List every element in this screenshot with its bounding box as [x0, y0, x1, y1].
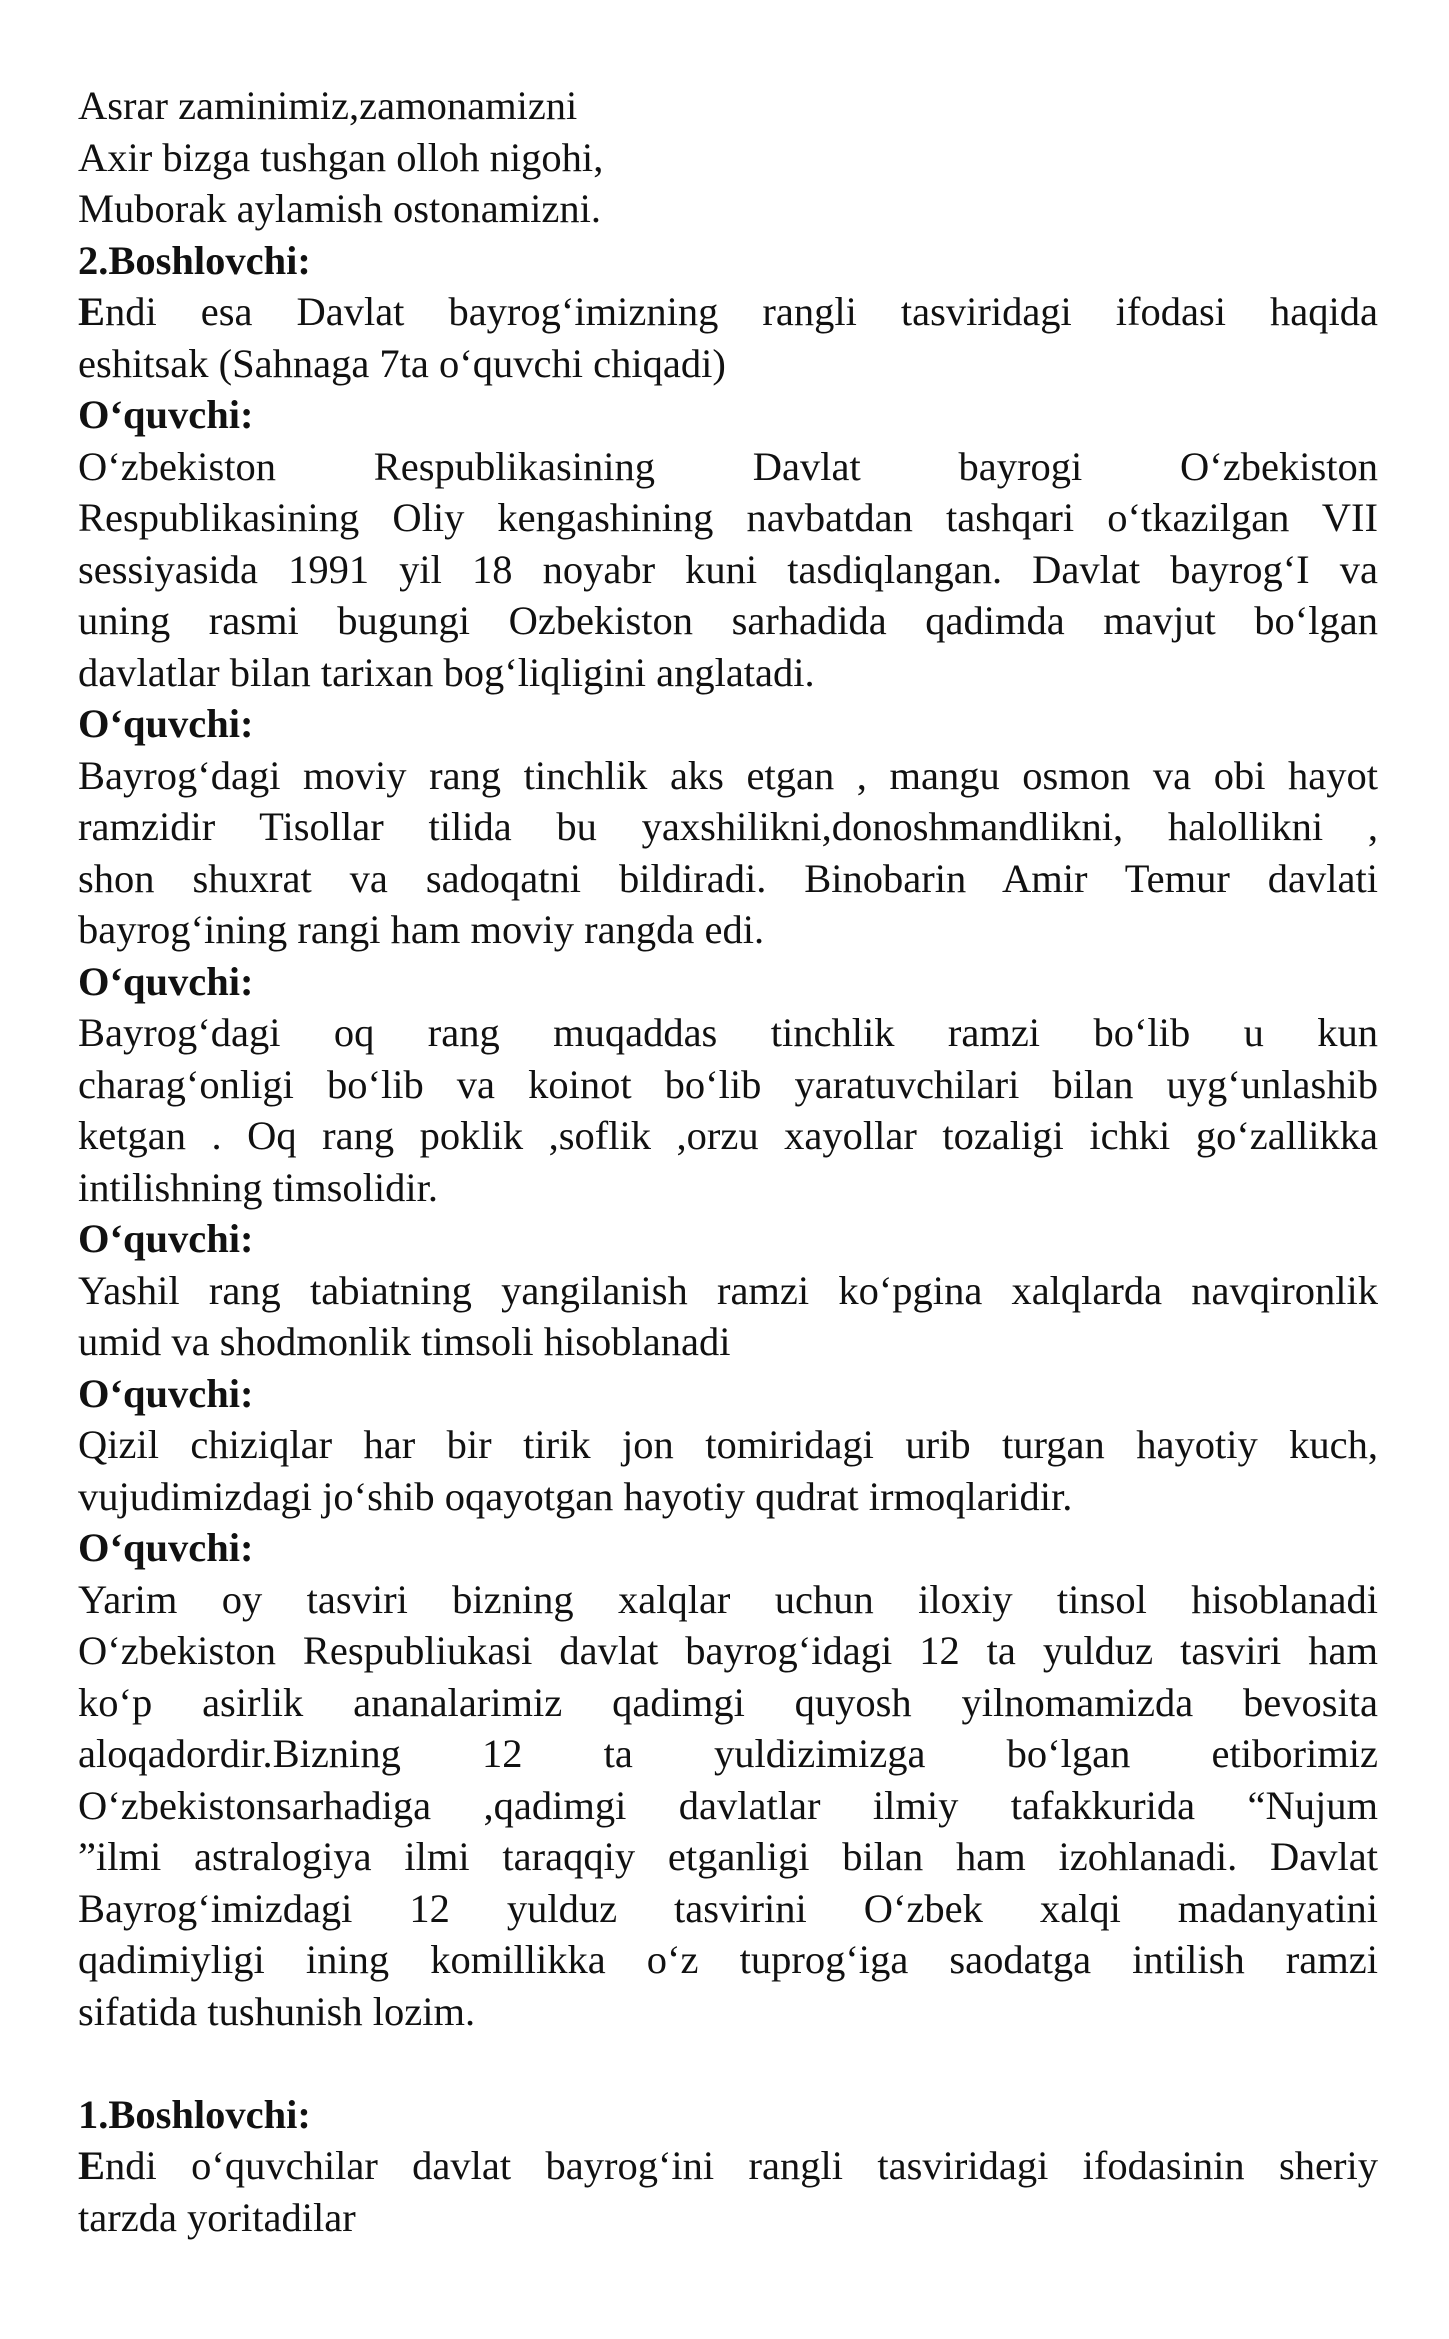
paragraph-line: bayrog‘ining rangi ham moviy rangda edi. [78, 907, 765, 952]
paragraph-line: O‘zbekiston Respubliukasi davlat bayrog‘idagi 12 ta yulduz tasviri ham [78, 1628, 1378, 1673]
speaker-heading: O‘quvchi: [78, 701, 254, 746]
speaker-heading: O‘quvchi: [78, 1216, 254, 1261]
speaker-heading: O‘quvchi: [78, 1525, 254, 1570]
speaker-heading: 2.Boshlovchi: [78, 237, 311, 283]
paragraph-line: intilishning timsolidir. [78, 1164, 439, 1210]
paragraph-line: vujudimizdagi jo‘shib oqayotgan hayotiy qudrat irmoqlaridir. [78, 1473, 1073, 1519]
paragraph-line [78, 2140, 1378, 2192]
paragraph-line: Respublikasining Oliy kengashining navbatdan tashqari o‘tkazilgan VII [78, 495, 1378, 540]
paragraph-line: sifatida tushunish lozim. [78, 1988, 476, 2034]
paragraph-line: Qizil chiziqlar har bir tirik jon tomiridagi urib turgan hayotiy kuch, [78, 1422, 1378, 1467]
paragraph-line: O‘zbekistonsarhadiga ,qadimgi davlatlar ilmiy tafakkurida “Nujum [78, 1782, 1378, 1828]
paragraph-line: ramzidir Tisollar tilida bu yaxshilikni,donoshmandlikni, halollikni , [78, 804, 1378, 849]
paragraph-line: sessiyasida 1991 yil 18 noyabr kuni tasdiqlangan. Davlat bayrog‘I va [78, 546, 1378, 592]
paragraph-line: umid va shodmonlik timsoli hisoblanadi [78, 1319, 731, 1364]
bold-initial: E [78, 289, 106, 334]
speaker-heading: O‘quvchi: [78, 392, 254, 437]
paragraph-line: charag‘onligi bo‘lib va koinot bo‘lib yaratuvchilari bilan uyg‘unlashib [78, 1061, 1378, 1107]
paragraph-line: ko‘p asirlik ananalarimiz qadimgi quyosh yilnomamizda bevosita [78, 1679, 1378, 1725]
paragraph-line: Bayrog‘imizdagi 12 yulduz tasvirini O‘zbek xalqi madanyatini [78, 1885, 1378, 1931]
paragraph-line: shon shuxrat va sadoqatni bildiradi. Binobarin Amir Temur davlati [78, 855, 1378, 901]
bold-initial: E [78, 2143, 106, 2188]
poem-line: Axir bizga tushgan olloh nigohi, [78, 134, 604, 180]
paragraph-line: Bayrog‘dagi oq rang muqaddas tinchlik ramzi bo‘lib u kun [78, 1010, 1378, 1055]
paragraph-line: ”ilmi astralogiya ilmi taraqqiy etganligi bilan ham izohlanadi. Davlat [78, 1834, 1378, 1879]
paragraph-line: Bayrog‘dagi moviy rang tinchlik aks etgan , mangu osmon va obi hayot [78, 752, 1378, 798]
line-text: ndi esa Davlat bayrog‘imizning rangli tasviridagi ifodasi haqida [105, 289, 1378, 334]
speaker-heading: 1.Boshlovchi: [78, 2091, 311, 2137]
paragraph-line: qadimiyligi ining komillikka o‘z tuprog‘iga saodatga intilish ramzi [78, 1937, 1378, 1982]
paragraph-line: aloqadordir.Bizning 12 ta yuldizimizga bo‘lgan etiborimiz [78, 1731, 1378, 1776]
paragraph-line [78, 286, 1378, 338]
line-text: ndi o‘quvchilar davlat bayrog‘ini rangli tasviridagi ifodasinin sheriy [105, 2143, 1378, 2188]
poem-line: Muborak aylamish ostonamizni. [78, 186, 602, 231]
paragraph-line: davlatlar bilan tarixan bog‘liqligini anglatadi. [78, 649, 815, 695]
paragraph-gap [78, 2037, 1378, 2089]
document-page [78, 80, 1378, 2243]
paragraph-line: uning rasmi bugungi Ozbekiston sarhadida qadimda mavjut bo‘lgan [78, 598, 1378, 643]
speaker-heading: O‘quvchi: [78, 958, 254, 1004]
poem-line: Asrar zaminimiz,zamonamizni [78, 83, 578, 128]
paragraph-line: O‘zbekiston Respublikasining Davlat bayrogi O‘zbekiston [78, 443, 1378, 489]
paragraph-line: tarzda yoritadilar [78, 2194, 356, 2240]
paragraph-line: ketgan . Oq rang poklik ,soflik ,orzu xayollar tozaligi ichki go‘zallikka [78, 1113, 1378, 1158]
paragraph-line: Yashil rang tabiatning yangilanish ramzi ko‘pgina xalqlarda navqironlik [78, 1267, 1378, 1313]
speaker-heading: O‘quvchi: [78, 1370, 254, 1416]
paragraph-line: Yarim oy tasviri bizning xalqlar uchun iloxiy tinsol hisoblanadi [78, 1576, 1378, 1622]
paragraph-line: eshitsak (Sahnaga 7ta o‘quvchi chiqadi) [78, 340, 726, 386]
